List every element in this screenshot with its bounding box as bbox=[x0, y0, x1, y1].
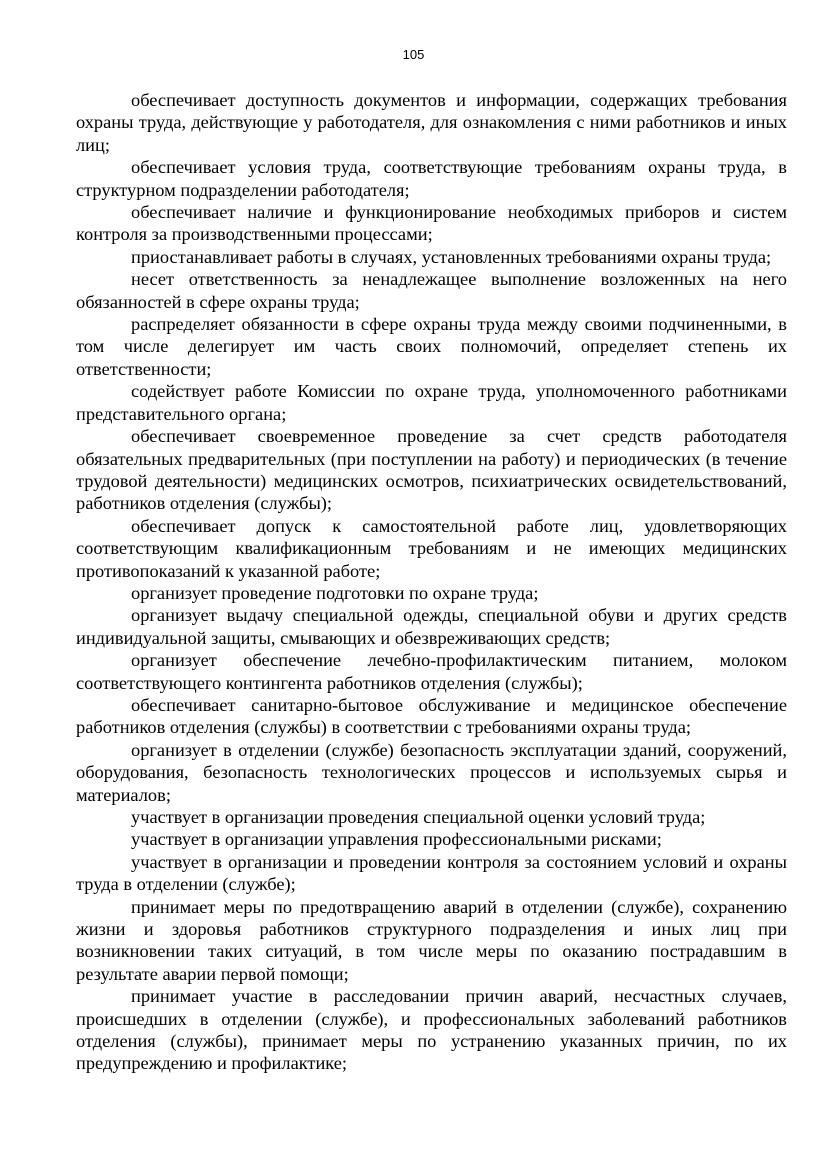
paragraph: организует обеспечение лечебно-профилактическим питанием, молоком соответствующего контингента работников отделения (службы); bbox=[76, 650, 787, 693]
paragraph: обеспечивает санитарно-бытовое обслуживание и медицинское обеспечение работников отделения (службы) в соответствии с требованиями охраны труда; bbox=[76, 694, 787, 738]
paragraph: несет ответственность за ненадлежащее выполнение возложенных на него обязанностей в сфере охраны труда; bbox=[76, 269, 787, 312]
paragraph: организует в отделении (службе) безопасность эксплуатации зданий, сооружений, оборудования, безопасность технологических процессов и используемых сырья и материалов; bbox=[76, 739, 787, 805]
paragraph: организует выдачу специальной одежды, специальной обуви и других средств индивидуальной защиты, смывающих и обезвреживающих средств; bbox=[76, 605, 787, 648]
document-body bbox=[76, 89, 787, 1075]
paragraph: обеспечивает своевременное проведение за счет средств работодателя обязательных предварительных (при поступлении на работу) и периодических (в течение трудовой деятельности) медицинских осмотров, психиатрических освидетельствований, работников отделения (службы); bbox=[76, 426, 787, 514]
paragraph: участвует в организации и проведении контроля за состоянием условий и охраны труда в отделении (службе); bbox=[76, 851, 787, 895]
paragraph: принимает участие в расследовании причин аварий, несчастных случаев, происшедших в отделении (службе), и профессиональных заболеваний работников отделения (службы), принимает меры по устранению указанных причин, по их предупреждению и профилактике; bbox=[76, 986, 787, 1074]
page-number: 105 bbox=[402, 47, 425, 62]
paragraph: организует проведение подготовки по охране труда; bbox=[131, 582, 539, 603]
paragraph: содействует работе Комиссии по охране труда, уполномоченного работниками представительного органа; bbox=[76, 381, 787, 424]
paragraph: участвует в организации управления профессиональными рисками; bbox=[131, 829, 662, 850]
paragraph: обеспечивает доступность документов и информации, содержащих требования охраны труда, действующие у работодателя, для ознакомления с ними работников и иных лиц; bbox=[76, 90, 787, 155]
paragraph: распределяет обязанности в сфере охраны труда между своими подчиненными, в том числе делегирует им часть своих полномочий, определяет степень их ответственности; bbox=[76, 314, 787, 379]
paragraph: участвует в организации проведения специальной оценки условий труда; bbox=[131, 807, 706, 827]
paragraph: принимает меры по предотвращению аварий в отделении (службе), сохранению жизни и здоровья работников структурного подразделения и иных лиц при возникновении таких ситуаций, в том числе меры по оказанию пострадавшим в результате аварии первой помощи; bbox=[76, 896, 787, 984]
paragraph: приостанавливает работы в случаях, установленных требованиями охраны труда; bbox=[131, 246, 772, 267]
paragraph: обеспечивает условия труда, соответствующие требованиям охраны труда, в структурном подразделении работодателя; bbox=[76, 157, 787, 200]
paragraph: обеспечивает допуск к самостоятельной работе лиц, удовлетворяющих соответствующим квалификационным требованиям и не имеющих медицинских противопоказаний к указанной работе; bbox=[76, 515, 787, 581]
paragraph: обеспечивает наличие и функционирование необходимых приборов и систем контроля за производственными процессами; bbox=[76, 202, 787, 245]
